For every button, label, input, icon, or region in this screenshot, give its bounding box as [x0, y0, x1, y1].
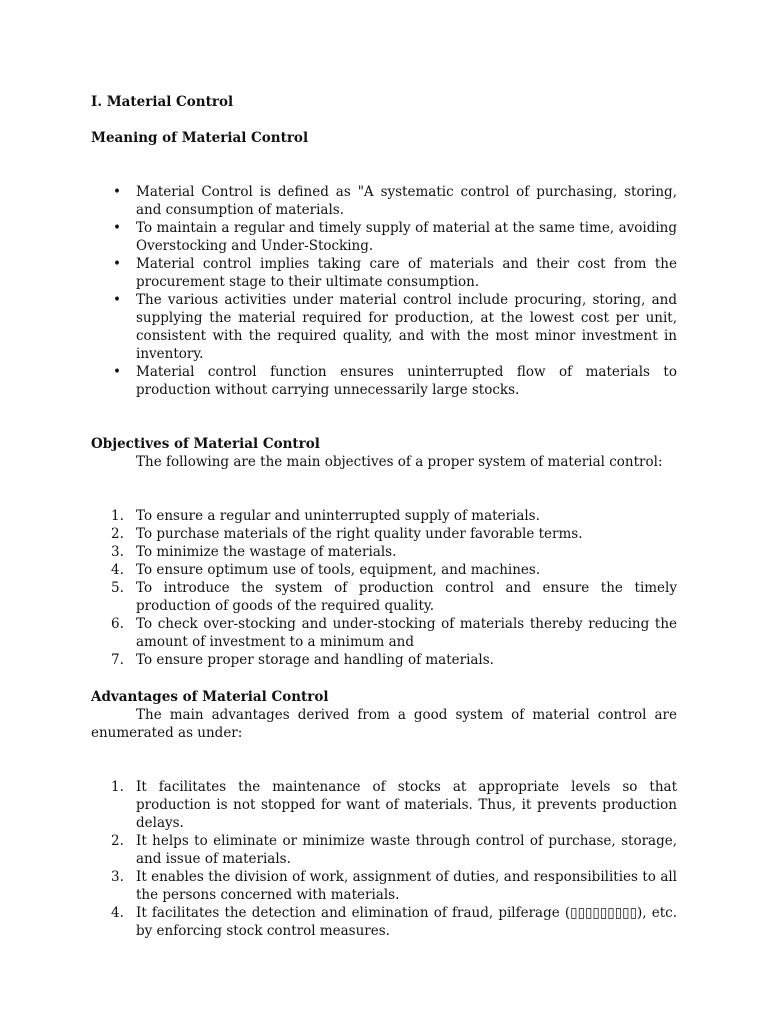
list-item-text: To purchase materials of the right quality under favorable terms.: [136, 526, 583, 542]
list-item-text: Material control function ensures uninterrupted flow of materials to production without carrying unnecessarily large stocks.: [136, 364, 677, 398]
list-item-text: Material Control is defined as "A systematic control of purchasing, storing, and consumption of materials.: [136, 184, 677, 218]
list-number: 1.: [111, 508, 124, 524]
objectives-list: [111, 507, 677, 669]
list-item: [111, 561, 677, 579]
list-number: 5.: [111, 580, 124, 596]
bullet-icon: •: [113, 364, 121, 380]
list-item: [111, 651, 677, 669]
document-title: I. Material Control: [91, 94, 234, 110]
list-number: 2.: [111, 833, 124, 849]
list-number: 3.: [111, 869, 124, 885]
list-item-text: It helps to eliminate or minimize waste through control of purchase, storage, and issue of materials.: [136, 833, 677, 867]
objectives-intro: The following are the main objectives of a proper system of material control:: [136, 454, 663, 470]
list-item-text: To ensure a regular and uninterrupted supply of materials.: [136, 508, 540, 524]
list-item: [111, 507, 677, 525]
list-item-text: The various activities under material control include procuring, storing, and supplying the material required for production, at the lowest cost per unit, consistent with the required quality, and with the most minor investment in inventory.: [136, 292, 677, 362]
list-item-text: It enables the division of work, assignment of duties, and responsibilities to all the persons concerned with materials.: [136, 869, 677, 903]
bullet-icon: •: [113, 256, 121, 272]
advantages-intro: The main advantages derived from a good system of material control are enumerated as under:: [91, 707, 677, 741]
list-number: 4.: [111, 905, 124, 921]
list-number: 1.: [111, 779, 124, 795]
bullet-icon: •: [113, 220, 121, 236]
list-item-text: To ensure optimum use of tools, equipment, and machines.: [136, 562, 541, 578]
objectives-heading: Objectives of Material Control: [91, 436, 320, 452]
list-number: 6.: [111, 616, 124, 632]
advantages-heading: Advantages of Material Control: [91, 689, 329, 705]
list-item: [111, 543, 677, 561]
list-number: 2.: [111, 526, 124, 542]
list-number: 3.: [111, 544, 124, 560]
list-item-text: To check over-stocking and under-stocking of materials thereby reducing the amount of investment to a minimum and: [136, 616, 677, 650]
list-item: [111, 615, 677, 651]
list-item: [111, 525, 677, 543]
meaning-list: [113, 183, 677, 399]
list-item: [111, 778, 677, 832]
list-item: [111, 579, 677, 615]
list-number: 7.: [111, 652, 124, 668]
list-item-text: To introduce the system of production control and ensure the timely production of goods of the required quality.: [136, 580, 677, 614]
list-item-text: To ensure proper storage and handling of materials.: [136, 652, 494, 668]
list-item: [113, 255, 677, 291]
list-item: [113, 219, 677, 255]
list-item-text: It facilitates the maintenance of stocks at appropriate levels so that production is not stopped for want of materials. Thus, it prevents production delays.: [136, 779, 677, 831]
list-item: [113, 183, 677, 219]
list-item: [111, 868, 677, 904]
list-item-text: Material control implies taking care of materials and their cost from the procurement stage to their ultimate consumption.: [136, 256, 677, 290]
list-item: [111, 904, 677, 940]
list-item: [113, 363, 677, 399]
bullet-icon: •: [113, 184, 121, 200]
list-item-text: It facilitates the detection and elimination of fraud, pilferage (▯▯▯▯▯▯▯▯▯), etc. by enforcing stock control measures.: [136, 905, 677, 939]
advantages-list: [111, 778, 677, 940]
list-item-text: To maintain a regular and timely supply of material at the same time, avoiding Overstocking and Under-Stocking.: [136, 220, 677, 254]
list-item: [113, 291, 677, 363]
list-number: 4.: [111, 562, 124, 578]
list-item-text: To minimize the wastage of materials.: [136, 544, 397, 560]
meaning-heading: Meaning of Material Control: [91, 130, 309, 146]
list-item: [111, 832, 677, 868]
bullet-icon: •: [113, 292, 121, 308]
